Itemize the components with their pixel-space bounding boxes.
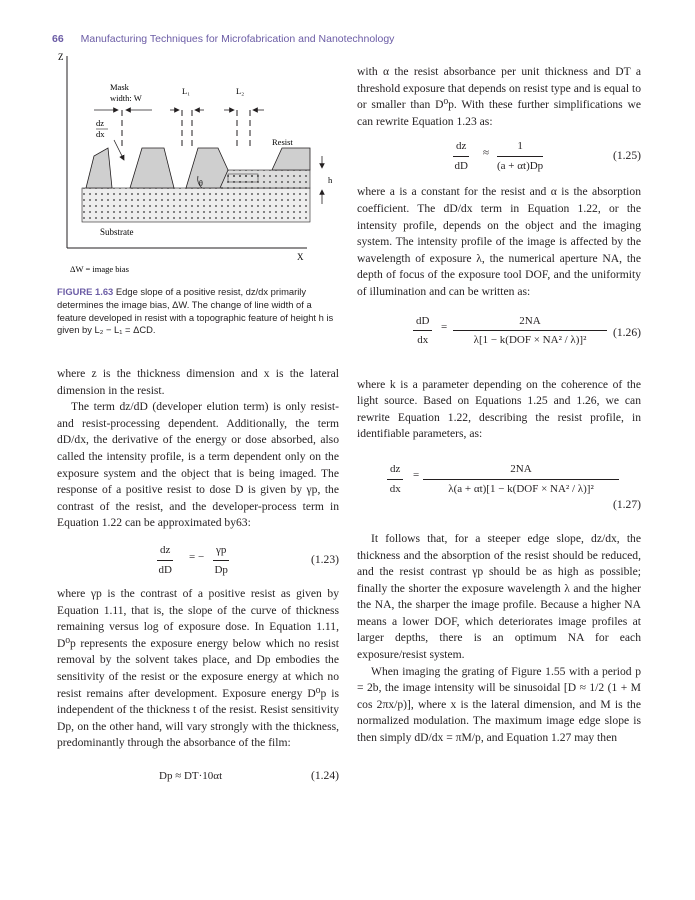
bias-label: ΔW = image bias — [70, 264, 129, 274]
running-title: Manufacturing Techniques for Microfabrication and Nanotechnology — [80, 33, 395, 45]
dz-label: dz — [96, 118, 105, 128]
left-paragraph-1: where z is the thickness dimension and x is the lateral dimension in the resist. — [57, 367, 339, 397]
left-paragraph-2: The term dz/dD (developer elution term) is only resist- and resist-processing dependent. Additionally, the term dD/dx, the derivative of the energy or dose absorbed, also called the intensity profile, is a term dependent only on the exposure system and the object that is being imaged. The response of a positive resist to dose D is given by γp, the contrast of the resist, and the developer-process term in Equation 1.22 can be approximated by63: — [57, 400, 339, 530]
left-column — [57, 366, 339, 792]
figure-caption-text: Edge slope of a positive resist, dz/dx primarily determines the image bias, ΔW. The change of line width of a feature developed in resist with a topographic feature of height h is given by L₂ − L₁ = ΔCD. — [57, 286, 334, 336]
figure-caption — [57, 286, 339, 337]
developed-region — [228, 174, 258, 182]
equation-1-23: $\frac{dz}{dD}$ = − $\frac{\gamma p}{Dp}$ (1.23) — [158, 543, 339, 576]
equation-1-24: Dp ≈ DT·10αt (1.24) — [57, 762, 339, 792]
right-paragraph-5: When imaging the grating of Figure 1.55 with a period p = 2b, the image intensity will be sinusoidal [D ≈ 1/2 (1 + M cos 2πx/p)], where x is the lateral dimension, and M is the normalized modulation. The maximum image edge slope is then simply dD/dx = πM/p, and Equation 1.27 may then — [357, 664, 641, 745]
dx-label: dx — [96, 129, 105, 139]
resist-line-4 — [272, 148, 310, 170]
page-number: 66 — [52, 33, 64, 45]
equation-number-1-23: (1.23) — [310, 552, 339, 566]
theta-label: θ — [199, 179, 203, 188]
mask-label-2: width: W — [110, 93, 142, 103]
right-paragraph-2: where a is a constant for the resist and α is the absorption coefficient. The dD/dx term in Equation 1.22, or the intensity profile, depends on the object and the imaging system. The intensity profile of the image is affected by the wavelength of exposure λ, the numerical aperture NA, the depth of focus of the exposure tool DOF, and the uniformity of illumination and can be written as: — [357, 185, 641, 298]
right-paragraph-1: with α the resist absorbance per unit thickness and DT a threshold exposure that depends on resist type and is equal to or smaller than D⁰p. With these further simplifications we can rewrite Equation 1.23 as: — [357, 65, 641, 128]
figure-diagram — [52, 48, 342, 280]
resist-line-2 — [130, 148, 174, 188]
h-label: h — [328, 175, 333, 185]
equation-number-1-24: (1.24) — [310, 768, 339, 782]
left-paragraph-3: where γp is the contrast of a positive resist as given by Equation 1.11, that is, the slope of the curve of thickness remaining versus log of exposure dose. In Equation 1.11, D⁰p represents the exposure energy below which no resist removal by the solvent takes place, and Dp embodies the sensitivity of the resist or the exposure energy at which no resist remains after development. Exposure energy D⁰p is independent of the thickness t of the resist. Resist sensitivity Dp, on the other hand, will vary strongly with the thickness, predominantly through the absorbance of the film: — [57, 586, 339, 750]
right-paragraph-4: It follows that, for a steeper edge slope, dz/dx, the thickness and the absorption of the resist should be reduced, and the resist contrast γp should be as high as possible; finally the shorter the exposure wavelength λ and the higher the NA, the sharper the image profile. Because a higher NA means a lower DOF, which deteriorates image profiles at larger depths, there is an optimum NA for each exposure/resist system. — [357, 531, 641, 662]
equation-number-1-27: (1.27) — [612, 497, 641, 511]
equation-1-26: $\frac{dD}{dx}$ = 2NA λ[1 − k(DOF × NA² / λ)]² (1.26) — [357, 309, 641, 367]
equation-number-1-26: (1.26) — [612, 325, 641, 339]
x-axis-label: X — [297, 252, 304, 262]
resist-label: Resist — [272, 137, 293, 147]
equation-number-1-25: (1.25) — [612, 149, 641, 163]
running-header — [52, 33, 394, 45]
equation-1-25: $\frac{dz}{dD}$ ≈ $\frac{1}{(a + \alpha t)Dp}$ (1.25) — [454, 140, 641, 172]
right-column — [357, 64, 641, 747]
equation-1-27: $\frac{dz}{dx}$ = 2NA λ(a + αt)[1 − k(DOF × NA² / λ)]² (1.27) — [357, 455, 641, 517]
l2-label: L₂ — [236, 86, 245, 96]
resist-line-3 — [186, 148, 228, 188]
z-axis-label: Z — [58, 52, 64, 62]
l1-label: L₁ — [182, 86, 191, 96]
right-paragraph-3: where k is a parameter depending on the coherence of the light source. Based on Equations 1.25 and 1.26, we can rewrite Equation 1.22, describing the resist profile, in identifiable parameters, as: — [357, 377, 641, 441]
mask-label-1: Mask — [110, 82, 129, 92]
substrate-label: Substrate — [100, 227, 134, 237]
figure-caption-label: FIGURE 1.63 — [57, 286, 114, 297]
resist-line-1 — [86, 148, 112, 188]
